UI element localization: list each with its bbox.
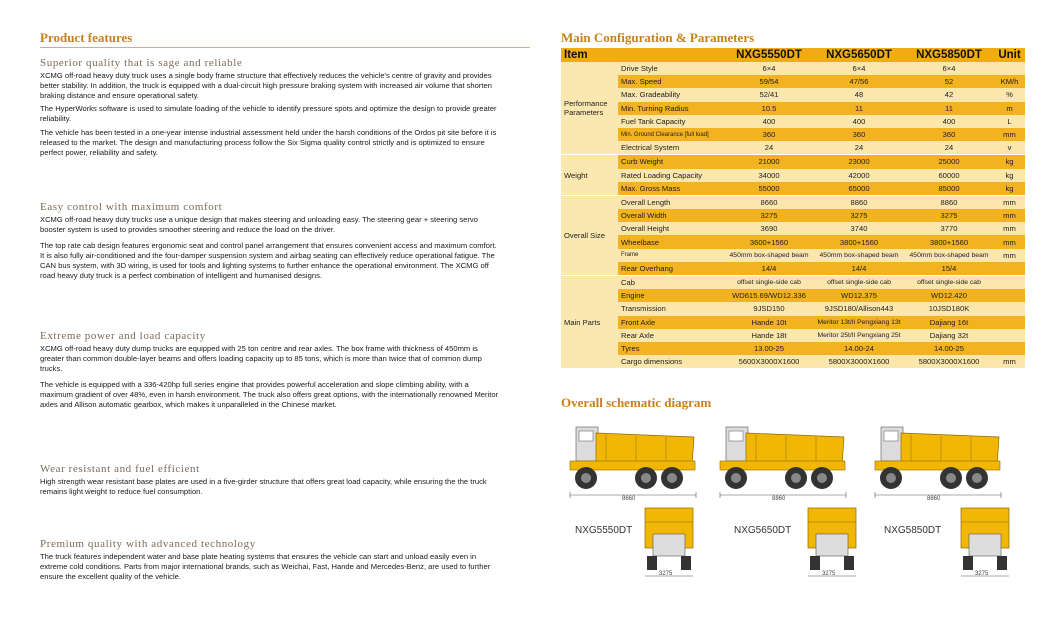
- table-row: [561, 155, 1025, 169]
- table-row: [561, 302, 1025, 315]
- table-row: [561, 115, 1025, 128]
- header-blank: [618, 48, 724, 62]
- cell-unit: [994, 342, 1025, 355]
- cell-value: 14.00-24: [814, 342, 904, 355]
- cell-value: 21000: [724, 155, 814, 169]
- cell-value: WD615.69/WD12.336: [724, 289, 814, 302]
- cell-value: 3740: [814, 222, 904, 235]
- cell-unit: L: [994, 115, 1025, 128]
- cell-value: WD12.375: [814, 289, 904, 302]
- product-features-title: Product features: [40, 30, 133, 45]
- row-label: Curb Weight: [618, 155, 724, 169]
- config-header-row: [561, 48, 1025, 62]
- feature-heading: Premium quality with advanced technology: [40, 538, 256, 550]
- cell-value: 59/54: [724, 75, 814, 88]
- cell-value: 34000: [724, 169, 814, 182]
- feature-heading: Superior quality that is sage and reliable: [40, 57, 243, 69]
- cell-value: Dajiang 32t: [904, 329, 994, 342]
- cell-value: 11: [904, 102, 994, 115]
- feature-paragraph: The vehicle is equipped with a 336-420hp full series engine that provides powerful acceleration and slope climbing ability, with a maximum gradient of over 48%, even in harsh environment. The truck also offers great options, with the internationally renowned Meritor axles and Allison automatic gearbox, which makes it unparalleled in the Chinese market.: [40, 380, 499, 409]
- cell-value: 47/56: [814, 75, 904, 88]
- cell-value: offset single-side cab: [904, 276, 994, 290]
- cell-value: 360: [904, 128, 994, 141]
- title-rule: [40, 47, 530, 48]
- cell-value: 24: [724, 141, 814, 155]
- cell-value: 13.00-25: [724, 342, 814, 355]
- row-group-label: Overall Size: [561, 195, 618, 275]
- header-unit: Unit: [994, 48, 1025, 62]
- cell-value: 450mm box-shaped beam: [814, 249, 904, 262]
- cell-value: 6×4: [814, 62, 904, 75]
- row-label: Drive Style: [618, 62, 724, 75]
- table-row: [561, 141, 1025, 155]
- dimension-width: 3275: [975, 571, 989, 577]
- row-label: Transmission: [618, 302, 724, 315]
- cell-unit: [994, 289, 1025, 302]
- table-row: [561, 75, 1025, 88]
- feature-paragraph: XCMG off-road heavy duty dump trucks are equipped with 25 ton centre and rear axles. The box frame with thickness of 450mm is greater than common double-layer beams and offers loading capacity up to 85 tons, which is more than twice that of common dump trucks.: [40, 344, 482, 373]
- cell-value: offset single-side cab: [724, 276, 814, 290]
- truck-side-view: [871, 423, 1006, 503]
- row-group-label: Performance Parameters: [561, 62, 618, 155]
- table-row: [561, 316, 1025, 329]
- cell-value: 400: [814, 115, 904, 128]
- cell-value: 10.5: [724, 102, 814, 115]
- feature-heading: Extreme power and load capacity: [40, 330, 206, 342]
- cell-value: 23000: [814, 155, 904, 169]
- cell-value: 52/41: [724, 88, 814, 101]
- cell-value: Hande 18t: [724, 329, 814, 342]
- cell-value: 24: [814, 141, 904, 155]
- row-label: Min. Turning Radius: [618, 102, 724, 115]
- dimension-length: 8860: [772, 496, 786, 502]
- row-label: Overall Width: [618, 209, 724, 222]
- row-label: Fuel Tank Capacity: [618, 115, 724, 128]
- header-model-3: NXG5850DT: [904, 48, 994, 62]
- row-group-label: Weight: [561, 155, 618, 196]
- cell-value: 42000: [814, 169, 904, 182]
- table-row: [561, 222, 1025, 235]
- table-row: [561, 62, 1025, 75]
- cell-value: Meritor 13t/Il Pengxiang 13t: [814, 316, 904, 329]
- cell-value: 3275: [724, 209, 814, 222]
- row-label: Rear Axle: [618, 329, 724, 342]
- header-item: Item: [561, 48, 618, 62]
- table-row: [561, 276, 1025, 290]
- table-row: [561, 128, 1025, 141]
- cell-value: 6×4: [724, 62, 814, 75]
- cell-value: 9JSD180/Allison443: [814, 302, 904, 315]
- cell-value: 6×4: [904, 62, 994, 75]
- dimension-width: 3275: [822, 571, 836, 577]
- table-row: [561, 169, 1025, 182]
- table-row: [561, 182, 1025, 196]
- cell-value: 3770: [904, 222, 994, 235]
- cell-value: 450mm box-shaped beam: [724, 249, 814, 262]
- cell-value: WD12.420: [904, 289, 994, 302]
- cell-value: 14.00-25: [904, 342, 994, 355]
- cell-unit: mm: [994, 128, 1025, 141]
- cell-unit: [994, 262, 1025, 276]
- cell-value: 14/4: [814, 262, 904, 276]
- config-title: Main Configuration & Parameters: [561, 30, 755, 45]
- cell-value: 5600X3000X1600: [724, 355, 814, 369]
- feature-paragraph: The HyperWorks software is used to simulate loading of the vehicle to identify pressure spots and optimize the design to provide greater reliability.: [40, 104, 497, 123]
- row-label: Front Axle: [618, 316, 724, 329]
- row-label: Tyres: [618, 342, 724, 355]
- cell-unit: [994, 302, 1025, 315]
- cell-value: 14/4: [724, 262, 814, 276]
- row-label: Min. Ground Clearance [full load]: [618, 128, 724, 141]
- cell-value: 3800+1560: [814, 235, 904, 248]
- cell-unit: mm: [994, 235, 1025, 248]
- cell-unit: [994, 329, 1025, 342]
- table-row: [561, 249, 1025, 262]
- row-group-label: Main Parts: [561, 276, 618, 369]
- feature-heading: Easy control with maximum comfort: [40, 201, 223, 213]
- cell-value: 3275: [814, 209, 904, 222]
- feature-paragraph: XCMG off-road heavy duty trucks use a unique design that makes steering and unloading easy. The steering gear + steering servo booster system is used to provides smoother steering and reduce the load on the driver.: [40, 215, 478, 234]
- cell-value: Hande 10t: [724, 316, 814, 329]
- cell-value: 5800X3000X1600: [814, 355, 904, 369]
- table-row: [561, 329, 1025, 342]
- cell-value: 3800+1560: [904, 235, 994, 248]
- dimension-length: 8660: [622, 496, 636, 502]
- cell-unit: kg: [994, 169, 1025, 182]
- cell-unit: kg: [994, 155, 1025, 169]
- cell-value: 8660: [724, 195, 814, 209]
- feature-paragraph: The vehicle has been tested in a one-year intense industrial assessment held under the harsh conditions of the Ordos pit site before it is released to the market. The design and manufacturing process follow the Six Sigma quality control strictly and is optimized to ensure perfect power, reliability and safety.: [40, 128, 497, 157]
- row-label: Frame: [618, 249, 724, 262]
- truck-side-view: [566, 423, 701, 503]
- row-label: Electrical System: [618, 141, 724, 155]
- feature-paragraph: The top rate cab design features ergonomic seat and control panel arrangement that ensures convenient access and maximum comfort. It is also fully air-conditioned and the four-damper suspension system and airbag seating can effectively reduce operational fatigue. The CAN bus system, with 3D wiring, is used for tools and lighting systems to further enhance the operational environment. The XCMG off road heavy duty truck is a perfect combination of intelligent and humanised designs.: [40, 241, 497, 280]
- truck-side-view: [716, 423, 851, 503]
- cell-value: 400: [724, 115, 814, 128]
- table-row: [561, 342, 1025, 355]
- feature-heading: Wear resistant and fuel efficient: [40, 463, 200, 475]
- cell-value: 52: [904, 75, 994, 88]
- table-row: [561, 195, 1025, 209]
- table-row: [561, 102, 1025, 115]
- cell-unit: v: [994, 141, 1025, 155]
- cell-unit: mm: [994, 209, 1025, 222]
- row-label: Cab: [618, 276, 724, 290]
- cell-value: Dajiang 16t: [904, 316, 994, 329]
- table-row: [561, 262, 1025, 276]
- cell-value: 24: [904, 141, 994, 155]
- row-label: Max. Speed: [618, 75, 724, 88]
- cell-value: offset single-side cab: [814, 276, 904, 290]
- truck-model-label: NXG5550DT: [575, 525, 633, 536]
- cell-unit: mm: [994, 355, 1025, 369]
- cell-unit: [994, 276, 1025, 290]
- row-label: Max. Gradeability: [618, 88, 724, 101]
- cell-value: 55000: [724, 182, 814, 196]
- cell-value: 11: [814, 102, 904, 115]
- cell-unit: m: [994, 102, 1025, 115]
- cell-value: 9JSD150: [724, 302, 814, 315]
- truck-model-label: NXG5650DT: [734, 525, 792, 536]
- row-label: Engine: [618, 289, 724, 302]
- row-label: Cargo dimensions: [618, 355, 724, 369]
- table-row: [561, 235, 1025, 248]
- cell-value: 15/4: [904, 262, 994, 276]
- table-row: [561, 88, 1025, 101]
- cell-value: 450mm box-shaped beam: [904, 249, 994, 262]
- cell-unit: [994, 62, 1025, 75]
- cell-value: 85000: [904, 182, 994, 196]
- cell-unit: mm: [994, 222, 1025, 235]
- dimension-length: 8860: [927, 496, 941, 502]
- config-table: [561, 48, 1025, 369]
- cell-value: 48: [814, 88, 904, 101]
- cell-value: 360: [814, 128, 904, 141]
- feature-paragraph: High strength wear resistant base plates are used in a five-girder structure that offers great load capacity, while ensuring the the truck remains light weight to reduce fuel consumption.: [40, 477, 487, 496]
- cell-value: 25000: [904, 155, 994, 169]
- cell-unit: kg: [994, 182, 1025, 196]
- feature-paragraph: XCMG off-road heavy duty truck uses a single body frame structure that effectively reduces the vehicle's centre of gravity and provides better stability. In addition, the truck is equipped with a dual-circuit high pressure braking system with increased air volume that shorten braking distance and ensure operational safety.: [40, 71, 492, 100]
- cell-value: 8860: [814, 195, 904, 209]
- row-label: Rear Overhang: [618, 262, 724, 276]
- cell-value: 3600+1560: [724, 235, 814, 248]
- cell-unit: KM/h: [994, 75, 1025, 88]
- feature-paragraph: The truck features independent water and base plate heating systems that ensures the vehicle can start and unload easily even in extreme cold conditions. Parts from major international brands, such as Weichai, Fast, Hande and Mercedes-Benz, are used to further ensure the excellent quality of the vehicle.: [40, 552, 491, 581]
- cell-value: 65000: [814, 182, 904, 196]
- row-label: Wheelbase: [618, 235, 724, 248]
- diagram-title: Overall schematic diagram: [561, 395, 712, 410]
- cell-unit: %: [994, 88, 1025, 101]
- cell-value: 3275: [904, 209, 994, 222]
- cell-value: 60000: [904, 169, 994, 182]
- table-row: [561, 209, 1025, 222]
- header-model-2: NXG5650DT: [814, 48, 904, 62]
- cell-unit: mm: [994, 195, 1025, 209]
- truck-model-label: NXG5850DT: [884, 525, 942, 536]
- cell-value: 360: [724, 128, 814, 141]
- cell-value: 8860: [904, 195, 994, 209]
- cell-value: 400: [904, 115, 994, 128]
- cell-value: Meritor 25t/Il Pengxiang 25t: [814, 329, 904, 342]
- row-label: Overall Length: [618, 195, 724, 209]
- cell-value: 42: [904, 88, 994, 101]
- table-row: [561, 289, 1025, 302]
- cell-value: 10JSD180K: [904, 302, 994, 315]
- dimension-width: 3275: [659, 571, 673, 577]
- row-label: Overall Height: [618, 222, 724, 235]
- cell-unit: [994, 316, 1025, 329]
- row-label: Max. Gross Mass: [618, 182, 724, 196]
- cell-unit: mm: [994, 249, 1025, 262]
- header-model-1: NXG5550DT: [724, 48, 814, 62]
- cell-value: 3690: [724, 222, 814, 235]
- table-row: [561, 355, 1025, 369]
- row-label: Rated Loading Capacity: [618, 169, 724, 182]
- cell-value: 5800X3000X1600: [904, 355, 994, 369]
